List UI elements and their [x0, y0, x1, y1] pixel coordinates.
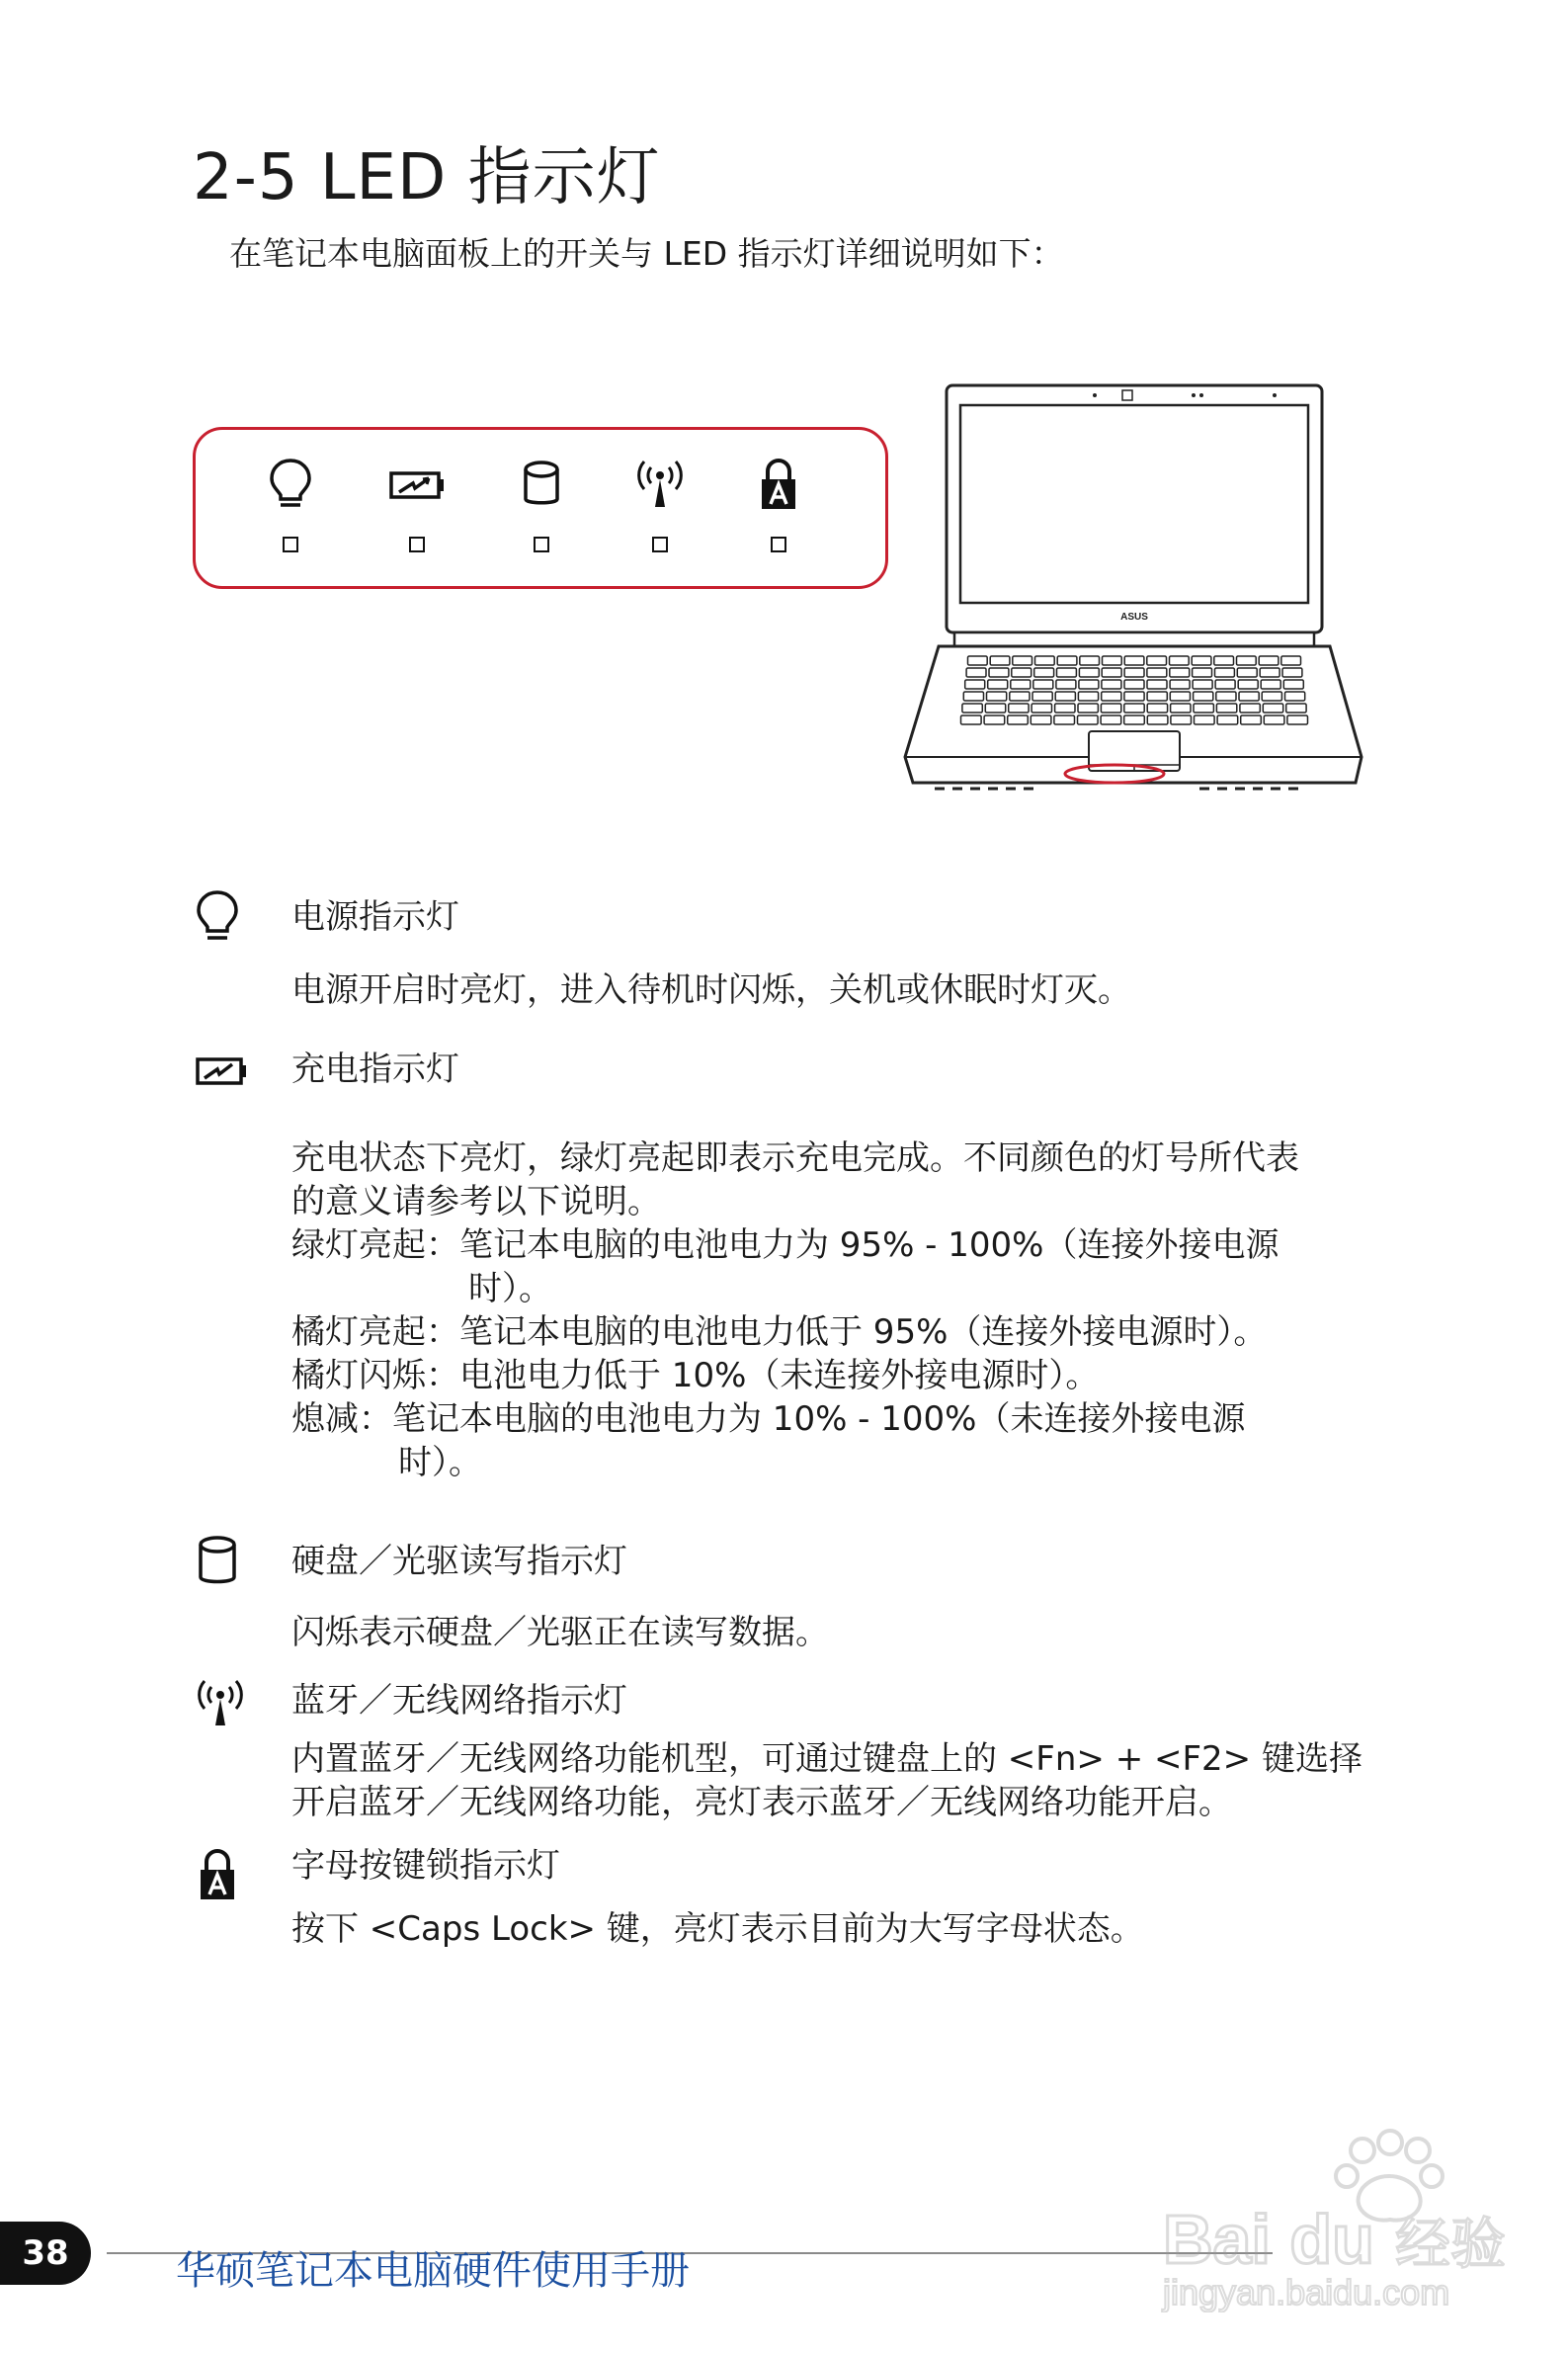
body-line: 电源开启时亮灯，进入待机时闪烁，关机或休眠时灯灭。 [291, 970, 1131, 1010]
panel-led-charge [409, 537, 425, 552]
panel-led-capslock [771, 537, 786, 552]
hard-disk-icon [519, 458, 564, 511]
body-line: 的意义请参考以下说明。 [291, 1182, 661, 1221]
section-body-power [291, 968, 1368, 1012]
section-heading-power: 电源指示灯 [291, 897, 459, 937]
power-icon [195, 889, 240, 945]
section-heading-wireless: 蓝牙／无线网络指示灯 [291, 1681, 627, 1721]
body-line: 熄减：笔记本电脑的电池电力为 10% - 100%（未连接外接电源 [291, 1399, 1246, 1439]
panel-led-power [283, 537, 298, 552]
panel-slot-power [251, 458, 330, 552]
intro-text: 在笔记本电脑面板上的开关与 LED 指示灯详细说明如下： [229, 234, 1064, 273]
panel-slot-disk [502, 458, 581, 552]
laptop-illustration [899, 376, 1373, 810]
body-line: 内置蓝牙／无线网络功能机型，可通过键盘上的 <Fn> + <F2> 键选择 [291, 1739, 1362, 1779]
body-line: 时）。 [398, 1443, 482, 1482]
body-line: 充电状态下亮灯，绿灯亮起即表示充电完成。不同颜色的灯号所代表 [291, 1138, 1299, 1178]
body-line: 绿灯亮起：笔记本电脑的电池电力为 95% - 100%（连接外接电源 [291, 1225, 1279, 1265]
section-heading-charge: 充电指示灯 [291, 1050, 459, 1089]
panel-slot-charge [377, 458, 456, 552]
footer-title: 华硕笔记本电脑硬件使用手册 [176, 2248, 690, 2294]
caps-lock-icon [195, 1848, 240, 1901]
panel-led-disk [534, 537, 549, 552]
body-line: 开启蓝牙／无线网络功能，亮灯表示蓝牙／无线网络功能开启。 [291, 1783, 1232, 1822]
body-line: 橘灯亮起：笔记本电脑的电池电力低于 95%（连接外接电源时）。 [291, 1312, 1268, 1352]
battery-charge-icon [195, 1051, 250, 1091]
power-icon [268, 458, 313, 511]
body-line: 按下 <Caps Lock> 键，亮灯表示目前为大写字母状态。 [291, 1909, 1144, 1949]
section-heading-disk: 硬盘／光驱读写指示灯 [291, 1542, 627, 1581]
battery-charge-icon [387, 458, 447, 511]
svg-text:经验: 经验 [1395, 2213, 1506, 2277]
section-body-wireless [291, 1737, 1368, 1824]
section-body-capslock [291, 1907, 1368, 1951]
svg-text:Bai du: Bai du [1163, 2201, 1374, 2278]
body-line: 橘灯闪烁：电池电力低于 10%（未连接外接电源时）。 [291, 1356, 1100, 1395]
panel-slot-capslock [739, 458, 818, 552]
svg-text:jingyan.baidu.com: jingyan.baidu.com [1163, 2272, 1450, 2312]
body-line: 时）。 [468, 1269, 552, 1308]
led-panel [193, 427, 888, 589]
hard-disk-icon [195, 1534, 240, 1589]
page-title: 2-5 LED 指示灯 [193, 141, 661, 214]
section-heading-capslock: 字母按键锁指示灯 [291, 1846, 560, 1886]
body-line: 闪烁表示硬盘／光驱正在读写数据。 [291, 1613, 829, 1652]
laptop-brand: ASUS [1120, 612, 1148, 623]
wireless-icon [634, 458, 686, 511]
baidu-watermark-logo [1143, 2125, 1538, 2312]
section-body-charge [291, 1136, 1368, 1484]
wireless-icon [195, 1678, 246, 1729]
section-body-disk [291, 1611, 1368, 1654]
panel-slot-wireless [620, 458, 700, 552]
caps-lock-icon [756, 458, 801, 511]
panel-led-wireless [652, 537, 668, 552]
page-number: 38 [0, 2222, 91, 2285]
